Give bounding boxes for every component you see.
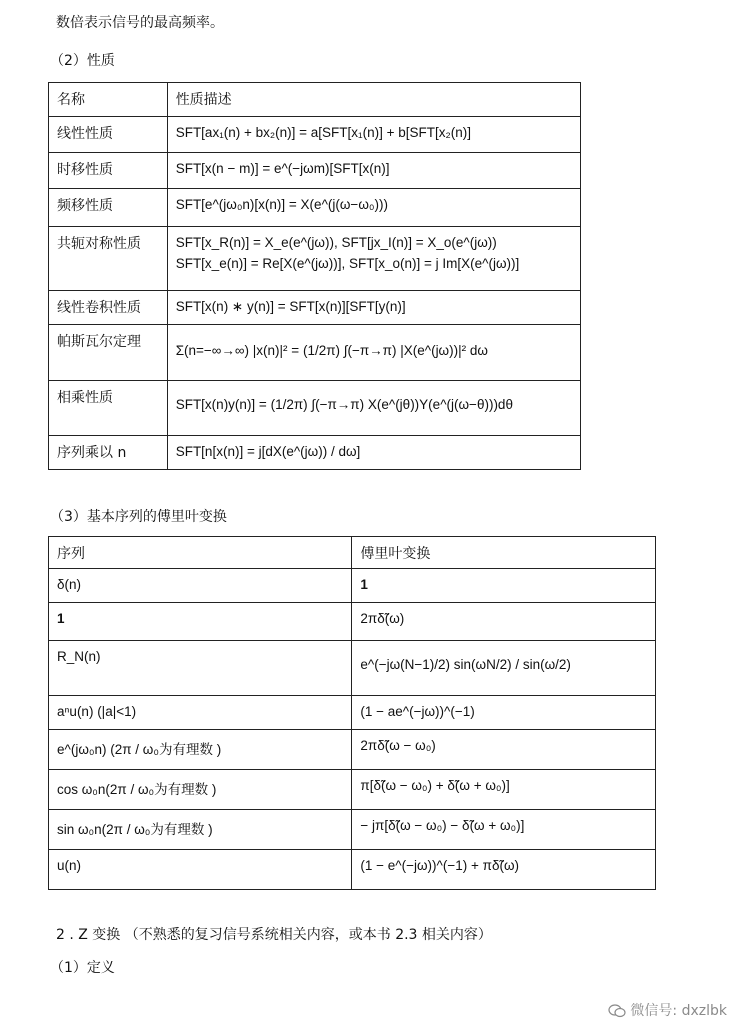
watermark xyxy=(608,1000,727,1020)
table-row xyxy=(49,325,581,381)
sequence-cell: cos ω₀n(2π / ω₀为有理数 ) xyxy=(57,782,217,797)
transform-cell: (1 − e^(−jω))^(−1) + πδ̃(ω) xyxy=(360,858,519,873)
property-formula: SFT[n[x(n)] = j[dX(e^(jω)) / dω] xyxy=(175,444,361,459)
section3-title: （3）基本序列的傅里叶变换 xyxy=(50,509,227,525)
property-formula: SFT[x(n)y(n)] = (1/2π) ∫(−π→π) X(e^(jθ))Y(e^(j(ω−θ)))dθ xyxy=(175,397,513,412)
table-row xyxy=(49,696,656,730)
property-formula-line2: SFT[x_e(n)] = Re[X(e^(jω))], SFT[x_o(n)] = j Im[X(e^(jω))] xyxy=(175,256,520,271)
watermark-text: 微信号: dxzlbk xyxy=(630,1003,727,1019)
wechat-icon xyxy=(608,1004,626,1018)
property-name: 序列乘以 n xyxy=(57,445,127,461)
ft-header-row xyxy=(49,537,656,569)
table-row xyxy=(49,227,581,291)
sequence-cell: 1 xyxy=(57,611,65,626)
properties-table xyxy=(48,82,581,470)
transform-cell: 2πδ̃(ω) xyxy=(360,611,405,626)
header-fourier: 傅里叶变换 xyxy=(360,546,431,562)
header-name: 名称 xyxy=(57,92,85,108)
properties-header-row xyxy=(49,83,581,117)
table-row xyxy=(49,189,581,227)
property-formula: SFT[x(n − m)] = e^(−jωm)[SFT[x(n)] xyxy=(175,161,390,176)
property-formula: SFT[x_R(n)] = X_e(e^(jω)), SFT[jx_I(n)] = X_o(e^(jω)) xyxy=(175,235,497,250)
sequence-cell: sin ω₀n(2π / ω₀为有理数 ) xyxy=(57,822,213,837)
table-row xyxy=(49,850,656,890)
sequence-cell: u(n) xyxy=(57,858,82,873)
transform-cell: − jπ[δ̃(ω − ω₀) − δ̃(ω + ω₀)] xyxy=(360,818,525,833)
transform-cell: 2πδ̃(ω − ω₀) xyxy=(360,738,436,753)
table-row xyxy=(49,603,656,641)
property-formula: SFT[ax₁(n) + bx₂(n)] = a[SFT[x₁(n)] + b[SFT[x₂(n)] xyxy=(175,125,471,140)
transform-cell: 1 xyxy=(360,577,368,592)
transform-cell: e^(−jω(N−1)/2) sin(ωN/2) / sin(ω/2) xyxy=(360,657,571,672)
table-row xyxy=(49,436,581,470)
sequence-cell: δ(n) xyxy=(57,577,82,592)
table-row xyxy=(49,770,656,810)
table-row xyxy=(49,153,581,189)
table-row xyxy=(49,569,656,603)
property-name: 线性卷积性质 xyxy=(57,300,141,316)
table-row xyxy=(49,117,581,153)
header-sequence: 序列 xyxy=(57,546,85,562)
property-formula: Σ(n=−∞→∞) |x(n)|² = (1/2π) ∫(−π→π) |X(e^(jω))|² dω xyxy=(175,343,488,358)
intro-line: 数倍表示信号的最高频率。 xyxy=(56,15,224,31)
property-name: 共轭对称性质 xyxy=(57,236,141,252)
property-name: 线性性质 xyxy=(57,126,113,142)
sequence-cell: e^(jω₀n) (2π / ω₀为有理数 ) xyxy=(57,742,222,757)
transform-cell: π[δ̃(ω − ω₀) + δ̃(ω + ω₀)] xyxy=(360,778,510,793)
property-name: 时移性质 xyxy=(57,162,113,178)
header-description: 性质描述 xyxy=(175,92,232,108)
sequence-cell: aⁿu(n) (|a|<1) xyxy=(57,704,137,719)
transform-cell: (1 − ae^(−jω))^(−1) xyxy=(360,704,475,719)
property-name: 帕斯瓦尔定理 xyxy=(57,334,141,350)
table-row xyxy=(49,730,656,770)
section-z-title: 2 . Z 变换 （不熟悉的复习信号系统相关内容，或本书 2.3 相关内容） xyxy=(56,927,492,943)
property-formula: SFT[x(n) ∗ y(n)] = SFT[x(n)][SFT[y(n)] xyxy=(175,299,406,314)
table-row xyxy=(49,810,656,850)
property-name: 频移性质 xyxy=(57,198,113,214)
table-row xyxy=(49,381,581,436)
ft-table xyxy=(48,536,656,890)
sequence-cell: R_N(n) xyxy=(57,649,101,664)
property-formula: SFT[e^(jω₀n)[x(n)] = X(e^(j(ω−ω₀))) xyxy=(175,197,388,212)
table-row xyxy=(49,641,656,696)
section-z-subtitle: （1）定义 xyxy=(50,960,115,976)
section2-title: （2）性质 xyxy=(50,53,115,69)
property-name: 相乘性质 xyxy=(57,390,113,406)
table-row xyxy=(49,291,581,325)
